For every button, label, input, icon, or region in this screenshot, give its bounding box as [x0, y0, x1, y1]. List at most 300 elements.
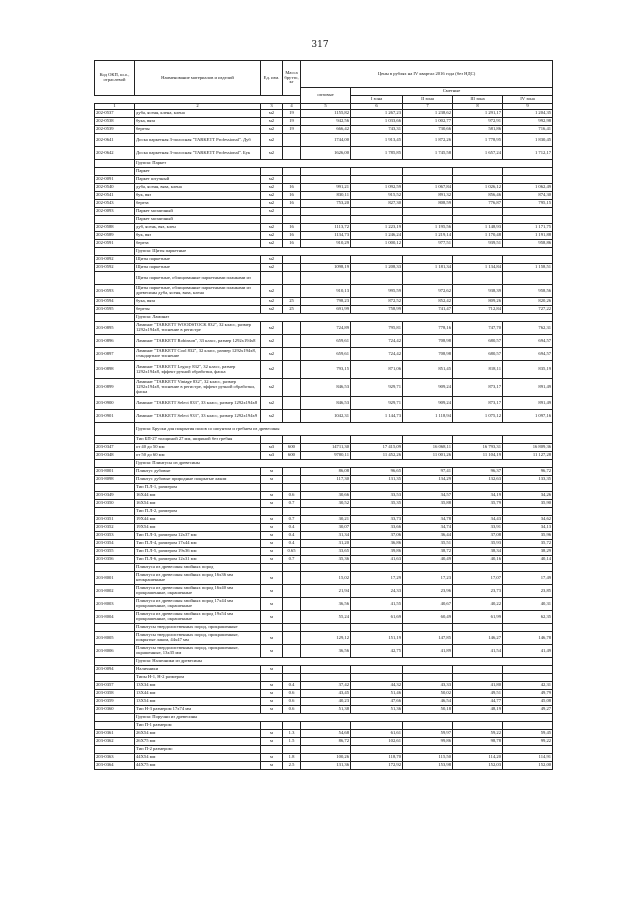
- wholesale-price-cell: 33,65: [301, 548, 351, 556]
- wholesale-price-cell: 21,94: [301, 585, 351, 598]
- zone-price-cell: 1 148,93: [453, 224, 503, 232]
- zone-price-cell: [403, 484, 453, 492]
- zone-1-header: I зона: [351, 96, 403, 104]
- name-cell: 26Х54 мм: [135, 730, 261, 738]
- zone-price-cell: 59,22: [453, 730, 503, 738]
- name-cell: Щиты паркетные: [135, 264, 261, 272]
- name-cell: Тип П.Л-6, размером 12х31 мм: [135, 556, 261, 564]
- name-cell: бука, вяза: [135, 118, 261, 126]
- name-cell: 16Х44 мм: [135, 492, 261, 500]
- zone-price-cell: 871,06: [351, 361, 403, 379]
- zone-price-cell: 44,77: [453, 698, 503, 706]
- zone-price-cell: 758,99: [351, 306, 403, 314]
- mass-cell: [283, 666, 301, 674]
- col-number: 9: [503, 104, 553, 110]
- zone-price-cell: 35,90: [503, 500, 553, 508]
- zone-price-cell: [503, 746, 553, 754]
- unit-cell: м2: [261, 176, 283, 184]
- zone-price-cell: 1 204,35: [503, 110, 553, 118]
- mass-cell: 0.4: [283, 524, 301, 532]
- zone-price-cell: 59,97: [403, 730, 453, 738]
- zone-price-cell: 795,15: [503, 200, 553, 208]
- name-cell: 44Х54 мм: [135, 754, 261, 762]
- name-cell: Щиты паркетные, облицованные паркетными планками из древесины дуба, ясеня, вяза, клена: [135, 285, 261, 298]
- code-cell: 202-0543: [95, 200, 135, 208]
- zone-price-cell: [403, 176, 453, 184]
- code-cell: [95, 624, 135, 632]
- code-cell: 203-0356: [95, 556, 135, 564]
- unit-cell: м: [261, 598, 283, 611]
- zone-price-cell: 1 238,62: [403, 110, 453, 118]
- zone-price-cell: 1 745,58: [403, 147, 453, 160]
- zone-price-cell: 1 778,95: [453, 134, 503, 147]
- zone-price-cell: 41,49: [503, 645, 553, 658]
- zone-price-cell: 1 170,48: [453, 232, 503, 240]
- zone-price-cell: 41,89: [403, 645, 453, 658]
- zone-price-cell: 1 067,84: [403, 184, 453, 192]
- unit-cell: м2: [261, 306, 283, 314]
- mass-cell: 16: [283, 240, 301, 248]
- code-cell: 203-0353: [95, 532, 135, 540]
- group-row: [95, 160, 553, 168]
- mass-cell: [283, 397, 301, 410]
- zone-price-cell: 16 809,36: [503, 444, 553, 452]
- wholesale-price-cell: 1098,19: [301, 264, 351, 272]
- code-cell: 203-8003: [95, 598, 135, 611]
- zone-price-cell: 151,19: [351, 632, 403, 645]
- code-cell: [95, 722, 135, 730]
- zone-2-header: II зона: [403, 96, 453, 104]
- code-cell: 203-0357: [95, 682, 135, 690]
- name-cell: Тип БП-27 толщиной 27 мм, шириной без гребня: [135, 436, 261, 444]
- code-cell: 203-8001: [95, 572, 135, 585]
- unit-cell: м2: [261, 147, 283, 160]
- unit-cell: м2: [261, 335, 283, 348]
- code-cell: 203-0899: [95, 379, 135, 397]
- zone-price-cell: [351, 484, 403, 492]
- table-row: [95, 379, 553, 397]
- zone-price-cell: 40,16: [453, 556, 503, 564]
- zone-price-cell: 99,86: [403, 738, 453, 746]
- col-number: 7: [403, 104, 453, 110]
- zone-price-cell: 1 062,49: [503, 184, 553, 192]
- name-cell: Плинтус дубовые природные покрытые лаком: [135, 476, 261, 484]
- zone-price-cell: 153,98: [403, 762, 453, 770]
- name-cell: Наличники: [135, 666, 261, 674]
- zone-price-cell: 115,50: [403, 754, 453, 762]
- wholesale-price-cell: 131,36: [301, 762, 351, 770]
- table-row: [95, 585, 553, 598]
- zone-price-cell: [351, 208, 403, 216]
- code-cell: 203-0361: [95, 730, 135, 738]
- zone-price-cell: 995,59: [351, 285, 403, 298]
- zone-price-cell: 96,72: [503, 468, 553, 476]
- zone-price-cell: 49,27: [503, 706, 553, 714]
- zone-price-cell: 1 171,75: [503, 224, 553, 232]
- name-cell: 13Х54 мм: [135, 698, 261, 706]
- wholesale-price-cell: [301, 674, 351, 682]
- zone-price-cell: 50,18: [403, 706, 453, 714]
- zone-price-cell: 36,86: [351, 540, 403, 548]
- unit-cell: м: [261, 645, 283, 658]
- group-title: Группа: Паркет: [135, 160, 553, 168]
- zone-price-cell: 42,75: [351, 645, 403, 658]
- group-row: [95, 658, 553, 666]
- name-cell: Ламинат "TARKETT Legacy 832", 32 класс, размер 1292х194х8, эффект ручной обработки, фаска: [135, 361, 261, 379]
- code-cell: 203-0900: [95, 397, 135, 410]
- code-cell: 202-0641: [95, 134, 135, 147]
- unit-cell: м2: [261, 256, 283, 264]
- zone-price-cell: 23,96: [403, 585, 453, 598]
- zone-price-cell: 34,13: [503, 524, 553, 532]
- zone-price-cell: 958,56: [503, 285, 553, 298]
- code-cell: [95, 564, 135, 572]
- group-row: [95, 314, 553, 322]
- zone-price-cell: 724,42: [351, 335, 403, 348]
- table-row: [95, 240, 553, 248]
- unit-cell: м: [261, 690, 283, 698]
- price-table-body: [95, 110, 553, 770]
- wholesale-price-cell: 846,53: [301, 397, 351, 410]
- name-cell: Тип П-2 размером:: [135, 746, 261, 754]
- zone-price-cell: 34,26: [503, 492, 553, 500]
- zone-price-cell: 1 134,84: [453, 264, 503, 272]
- name-cell: Ламинат "TARKETT WOODSTOCK 832", 32 класс, размер 1292х194х8, тиснение в регистре: [135, 322, 261, 335]
- zone-price-cell: 680,57: [453, 348, 503, 361]
- zone-price-cell: 1 267,23: [351, 110, 403, 118]
- table-row: [95, 348, 553, 361]
- zone-price-cell: [453, 484, 503, 492]
- zone-price-cell: 929,71: [351, 379, 403, 397]
- zone-price-cell: 40,67: [403, 598, 453, 611]
- wholesale-price-cell: 86,08: [301, 468, 351, 476]
- table-row: [95, 484, 553, 492]
- wholesale-price-cell: 830,11: [301, 192, 351, 200]
- code-cell: 203-0360: [95, 706, 135, 714]
- name-cell: дуба, ясеня, клена, клена: [135, 110, 261, 118]
- table-row: [95, 762, 553, 770]
- zone-price-cell: 1 246,24: [351, 232, 403, 240]
- wholesale-price-cell: 1042,31: [301, 410, 351, 423]
- zone-price-cell: 915,52: [351, 192, 403, 200]
- code-cell: 203-8006: [95, 645, 135, 658]
- mass-cell: [283, 176, 301, 184]
- name-cell: Доска паркетная 3-полосная "TARKETT Professional". Бук: [135, 147, 261, 160]
- unit-cell: [261, 746, 283, 754]
- zone-price-cell: [403, 624, 453, 632]
- mass-cell: [283, 410, 301, 423]
- mass-cell: 16: [283, 224, 301, 232]
- mass-cell: 25: [283, 298, 301, 306]
- zone-price-cell: [351, 666, 403, 674]
- zone-price-cell: 61,99: [453, 611, 503, 624]
- table-row: [95, 468, 553, 476]
- unit-cell: м2: [261, 224, 283, 232]
- zone-price-cell: 1 000,12: [351, 240, 403, 248]
- mass-cell: [283, 216, 301, 224]
- name-cell: березы: [135, 126, 261, 134]
- wholesale-price-cell: [301, 272, 351, 285]
- table-row: [95, 540, 553, 548]
- unit-cell: м2: [261, 134, 283, 147]
- wholesale-price-cell: 31,20: [301, 540, 351, 548]
- mass-cell: 16: [283, 232, 301, 240]
- name-cell: Тип П.Л-3, размером 12х37 мм: [135, 532, 261, 540]
- mass-cell: [283, 272, 301, 285]
- mass-cell: 2.5: [283, 762, 301, 770]
- zone-price-cell: 680,57: [453, 335, 503, 348]
- unit-cell: м: [261, 754, 283, 762]
- zone-price-cell: 37,08: [453, 532, 503, 540]
- zone-price-cell: 34,78: [403, 516, 453, 524]
- wholesale-price-cell: 846,53: [301, 379, 351, 397]
- zone-price-cell: 146,78: [503, 632, 553, 645]
- zone-price-cell: 852,42: [403, 298, 453, 306]
- unit-cell: м: [261, 516, 283, 524]
- name-cell: 16Х54 мм: [135, 500, 261, 508]
- code-cell: 202-0537: [95, 110, 135, 118]
- wholesale-price-cell: 666,42: [301, 126, 351, 134]
- zone-price-cell: 59,45: [503, 730, 553, 738]
- table-row: [95, 335, 553, 348]
- name-cell: Паркет штучный: [135, 176, 261, 184]
- table-row: [95, 556, 553, 564]
- wholesale-price-cell: 691,99: [301, 306, 351, 314]
- zone-price-cell: 132,63: [453, 476, 503, 484]
- unit-cell: м2: [261, 285, 283, 298]
- unit-cell: м2: [261, 126, 283, 134]
- zone-price-cell: 1 195,56: [403, 224, 453, 232]
- unit-cell: м3: [261, 444, 283, 452]
- zone-price-cell: [403, 722, 453, 730]
- group-title: Группа: Наличники из древесины: [135, 658, 553, 666]
- wholesale-price-cell: 54,68: [301, 730, 351, 738]
- mass-cell: [283, 746, 301, 754]
- zone-price-cell: 891,49: [503, 379, 553, 397]
- zone-price-cell: 114,91: [503, 754, 553, 762]
- wholesale-price-cell: 15,02: [301, 572, 351, 585]
- estimate-header: Сметные: [351, 88, 553, 96]
- zone-price-cell: 929,71: [351, 397, 403, 410]
- zone-price-cell: 35,35: [351, 500, 403, 508]
- zone-price-cell: [453, 176, 503, 184]
- mass-cell: [283, 468, 301, 476]
- wholesale-price-cell: 1744,00: [301, 134, 351, 147]
- name-cell: Доска паркетная 3-полосная "TARKETT Professional". Дуб: [135, 134, 261, 147]
- mass-cell: [283, 335, 301, 348]
- zone-price-cell: [351, 168, 403, 176]
- table-row: [95, 476, 553, 484]
- group-row: [95, 248, 553, 256]
- zone-price-cell: 939,51: [453, 240, 503, 248]
- mass-cell: [283, 322, 301, 335]
- name-cell: Ламинат "TARKETT Vintage 832", 32 класс, размер 1292х194х8, тиснение в регистре, эффект ручной обработки, фаска: [135, 379, 261, 397]
- table-row: [95, 674, 553, 682]
- mass-cell: [283, 572, 301, 585]
- zone-price-cell: 44,32: [351, 682, 403, 690]
- mass-cell: 0.6: [283, 492, 301, 500]
- zone-price-cell: 778,16: [403, 322, 453, 335]
- code-cell: 203-0897: [95, 348, 135, 361]
- zone-price-cell: 730,66: [403, 126, 453, 134]
- zone-price-cell: [503, 176, 553, 184]
- table-row: [95, 532, 553, 540]
- wholesale-price-cell: 36,56: [301, 645, 351, 658]
- unit-cell: м3: [261, 452, 283, 460]
- mass-cell: [283, 134, 301, 147]
- mass-cell: [283, 168, 301, 176]
- mass-cell: [283, 264, 301, 272]
- mass-cell: 16: [283, 184, 301, 192]
- mass-cell: [283, 361, 301, 379]
- name-cell: Ламинат "TARKETT Robinson", 33 класс, размер 1292х194х8: [135, 335, 261, 348]
- table-row: [95, 500, 553, 508]
- wholesale-price-cell: [301, 176, 351, 184]
- name-header: Наименование материалов и изделий: [135, 61, 261, 96]
- code-cell: 203-0351: [95, 516, 135, 524]
- table-row: [95, 126, 553, 134]
- zone-price-cell: 98,78: [453, 738, 503, 746]
- wholesale-price-cell: [301, 722, 351, 730]
- zone-price-cell: 35,79: [453, 500, 503, 508]
- table-row: [95, 598, 553, 611]
- code-cell: 202-0091: [95, 176, 135, 184]
- zone-price-cell: 51,36: [351, 706, 403, 714]
- wholesale-price-cell: 659,61: [301, 348, 351, 361]
- zone-price-cell: 118,70: [351, 754, 403, 762]
- mass-cell: [283, 645, 301, 658]
- group-row: [95, 460, 553, 468]
- name-cell: 13Х34 мм: [135, 682, 261, 690]
- zone-price-cell: 35,72: [503, 540, 553, 548]
- unit-cell: м: [261, 738, 283, 746]
- zone-price-cell: 38,34: [453, 548, 503, 556]
- zone-price-cell: [351, 722, 403, 730]
- wholesale-price-cell: 51,38: [301, 706, 351, 714]
- zone-price-cell: 1 158,51: [503, 264, 553, 272]
- mass-cell: [283, 508, 301, 516]
- table-row: [95, 184, 553, 192]
- zone-price-cell: [503, 484, 553, 492]
- table-row: [95, 176, 553, 184]
- name-cell: 26Х75 мм: [135, 738, 261, 746]
- zone-price-cell: 835,19: [503, 361, 553, 379]
- zone-price-cell: 24,33: [351, 585, 403, 598]
- zone-price-cell: [403, 436, 453, 444]
- zone-price-cell: 851,45: [403, 361, 453, 379]
- zone-price-cell: 1 913,45: [351, 134, 403, 147]
- zone-price-cell: [453, 272, 503, 285]
- wholesale-price-cell: 30,52: [301, 500, 351, 508]
- table-row: [95, 256, 553, 264]
- name-cell: Тип Н-3 размером 17х74 мм: [135, 706, 261, 714]
- wholesale-price-cell: 35,36: [301, 556, 351, 564]
- table-row: [95, 632, 553, 645]
- code-cell: 203-0349: [95, 492, 135, 500]
- zone-price-cell: [403, 272, 453, 285]
- zone-price-cell: 1 026,12: [453, 184, 503, 192]
- zone-price-cell: 1 097,16: [503, 410, 553, 423]
- code-cell: 203-0352: [95, 524, 135, 532]
- zone-price-cell: 820,26: [503, 298, 553, 306]
- zone-price-cell: 23,73: [453, 585, 503, 598]
- name-cell: Щиты паркетные, облицованные паркетными планками из: [135, 272, 261, 285]
- zone-price-cell: [503, 256, 553, 264]
- table-row: [95, 682, 553, 690]
- unit-cell: м2: [261, 240, 283, 248]
- code-cell: [95, 272, 135, 285]
- code-cell: 203-0358: [95, 690, 135, 698]
- name-cell: от 50 до 60 мм: [135, 452, 261, 460]
- zone-price-cell: [351, 624, 403, 632]
- table-row: [95, 722, 553, 730]
- zone-price-cell: 827,30: [351, 200, 403, 208]
- table-row: [95, 516, 553, 524]
- zone-price-cell: 41,80: [453, 682, 503, 690]
- unit-cell: м: [261, 666, 283, 674]
- mass-cell: [283, 598, 301, 611]
- table-row: [95, 285, 553, 298]
- mass-cell: [283, 436, 301, 444]
- unit-cell: м: [261, 572, 283, 585]
- unit-cell: м2: [261, 361, 283, 379]
- zone-price-cell: [351, 216, 403, 224]
- code-cell: 203-0348: [95, 452, 135, 460]
- name-cell: Плинтусы твердолиственных пород, прокрашенные, окрашенные, 13х35 мм: [135, 645, 261, 658]
- zone-price-cell: [453, 722, 503, 730]
- zone-price-cell: 1 075,12: [453, 410, 503, 423]
- name-cell: Плинтуса из древесины хвойных пород 16х36 мм неокрашенные: [135, 572, 261, 585]
- unit-cell: м: [261, 548, 283, 556]
- code-cell: 203-0592: [95, 264, 135, 272]
- table-row: [95, 524, 553, 532]
- table-row: [95, 690, 553, 698]
- zone-price-cell: 34,19: [453, 492, 503, 500]
- zone-price-cell: 96,37: [453, 468, 503, 476]
- zone-price-cell: [403, 746, 453, 754]
- zone-price-cell: 33,73: [351, 516, 403, 524]
- unit-cell: м2: [261, 322, 283, 335]
- zone-price-cell: 34,57: [403, 492, 453, 500]
- table-row: [95, 134, 553, 147]
- code-cell: 203-0898: [95, 361, 135, 379]
- mass-cell: 0.4: [283, 540, 301, 548]
- unit-cell: [261, 272, 283, 285]
- zone-price-cell: 50,02: [403, 690, 453, 698]
- zone-price-cell: 909,24: [403, 379, 453, 397]
- wholesale-price-cell: 793,15: [301, 361, 351, 379]
- name-cell: Паркет мозаичный: [135, 208, 261, 216]
- zone-price-cell: 708,98: [403, 348, 453, 361]
- zone-price-cell: 41,55: [351, 598, 403, 611]
- code-cell: [95, 168, 135, 176]
- wholesale-price-cell: 30,07: [301, 524, 351, 532]
- unit-cell: м2: [261, 379, 283, 397]
- mass-cell: 19: [283, 126, 301, 134]
- name-cell: березы: [135, 306, 261, 314]
- zone-price-cell: 37,06: [351, 532, 403, 540]
- zone-price-cell: 61,61: [351, 730, 403, 738]
- wholesale-price-cell: [301, 436, 351, 444]
- name-cell: Тип П-1 размером: [135, 722, 261, 730]
- code-cell: 202-0540: [95, 184, 135, 192]
- code-cell: 202-0588: [95, 224, 135, 232]
- table-row: [95, 645, 553, 658]
- mass-cell: 25: [283, 306, 301, 314]
- zone-price-cell: 43,33: [403, 682, 453, 690]
- name-cell: Плинтусы твердолиственных пород, прокрашенные: [135, 624, 261, 632]
- wholesale-price-cell: [301, 564, 351, 572]
